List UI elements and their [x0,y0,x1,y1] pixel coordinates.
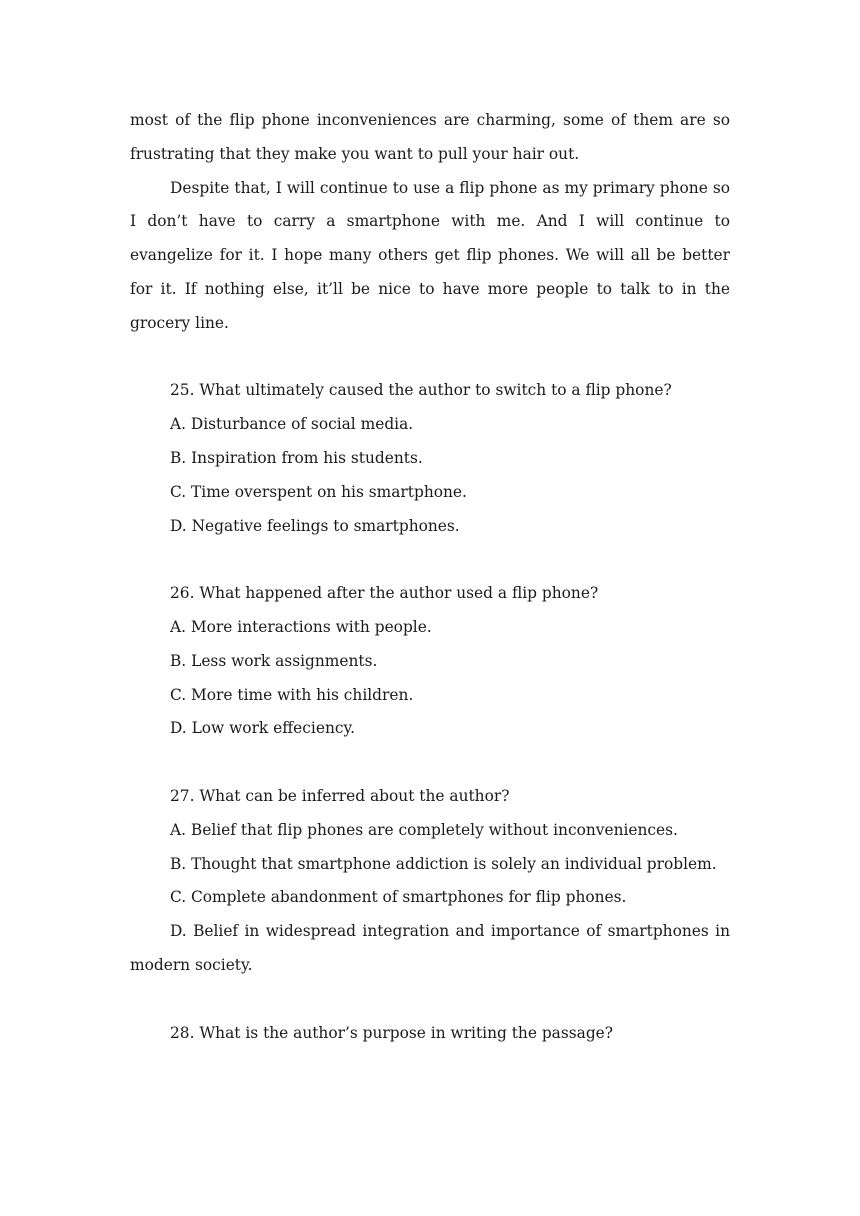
option-c: C. Complete abandonment of smartphones for flip phones. [170,888,627,907]
option-d: D. Negative feelings to smartphones. [170,516,460,535]
document-page [130,104,730,1050]
question-25 [130,374,730,543]
option-a: A. Disturbance of social media. [170,415,414,434]
question-28 [130,1017,730,1051]
option-d: D. Belief in widespread integration and importance of smartphones in modern society. [130,922,730,974]
spacer [130,543,730,577]
option-c: C. Time overspent on his smartphone. [170,482,467,501]
question-stem: 27. What can be inferred about the author? [170,786,510,805]
option-a: A. More interactions with people. [170,617,432,636]
question-26 [130,577,730,746]
option-b: B. Inspiration from his students. [170,448,423,467]
option-b: B. Less work assignments. [170,651,378,670]
option-a: A. Belief that flip phones are completely without inconveniences. [170,820,678,839]
spacer [130,983,730,1017]
option-b: B. Thought that smartphone addiction is solely an individual problem. [170,854,717,873]
spacer [130,746,730,780]
passage-paragraph-2: Despite that, I will continue to use a flip phone as my primary phone so I don’t have to carry a smartphone with me. And I will continue to evangelize for it. I hope many others get flip phones. We will all be better for it. If nothing else, it’ll be nice to have more people to talk to in the grocery line. [130,178,730,332]
passage-paragraph-1: most of the flip phone inconveniences are charming, some of them are so frustrating that they make you want to pull your hair out. [130,111,730,163]
spacer [130,341,730,375]
question-stem: 25. What ultimately caused the author to switch to a flip phone? [170,381,672,400]
question-stem: 26. What happened after the author used a flip phone? [170,584,599,603]
question-27 [130,780,730,983]
option-c: C. More time with his children. [170,685,414,704]
question-stem: 28. What is the author’s purpose in writing the passage? [170,1023,614,1042]
option-d: D. Low work effeciency. [170,719,356,738]
